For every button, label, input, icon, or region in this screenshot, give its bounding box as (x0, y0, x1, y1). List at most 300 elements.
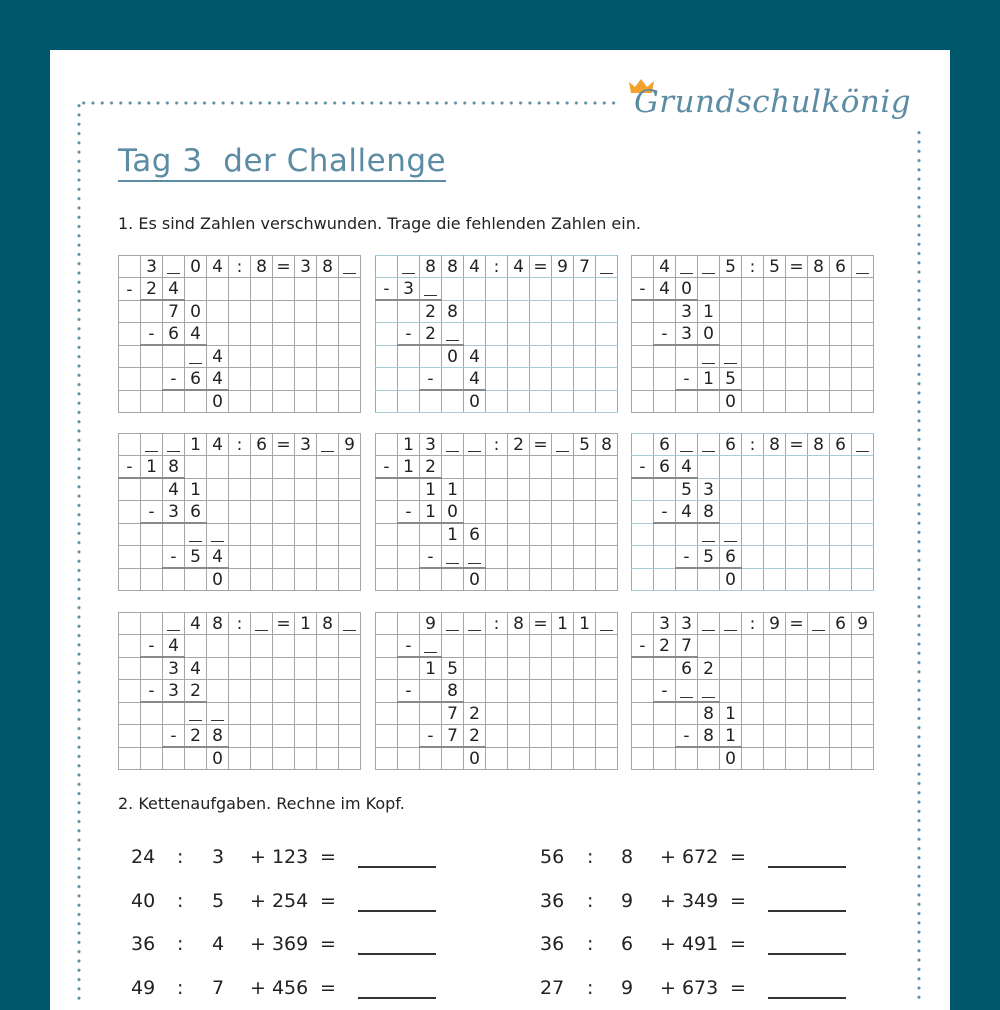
blank-answer-cell[interactable] (339, 613, 361, 635)
grid-cell (632, 256, 654, 278)
grid-cell: 0 (698, 323, 720, 346)
blank-answer-cell[interactable] (442, 546, 464, 569)
chain-eq: = (730, 977, 746, 999)
blank-answer-cell[interactable] (163, 434, 185, 456)
grid-cell (295, 546, 317, 569)
answer-line[interactable] (358, 910, 436, 912)
grid-cell (508, 345, 530, 368)
grid-cell (163, 523, 185, 546)
grid-cell: - (141, 501, 163, 524)
grid-cell (398, 747, 420, 770)
grid-cell (464, 657, 486, 680)
grid-cell (632, 478, 654, 501)
grid-cell (632, 568, 654, 591)
grid-cell (574, 278, 596, 301)
grid-cell (676, 568, 698, 591)
grid-cell (229, 478, 251, 501)
grid-cell: 7 (163, 300, 185, 323)
grid-cell (119, 657, 141, 680)
grid-cell (742, 278, 764, 301)
grid-cell (720, 501, 742, 524)
blank-answer-cell[interactable] (420, 635, 442, 658)
grid-cell (654, 523, 676, 546)
blank-answer-cell[interactable] (398, 256, 420, 278)
grid-cell (339, 657, 361, 680)
blank-answer-cell[interactable] (596, 256, 618, 278)
blank-answer-cell[interactable] (676, 680, 698, 703)
grid-cell (317, 368, 339, 391)
grid-cell: 0 (185, 256, 207, 278)
blank-answer-cell[interactable] (720, 345, 742, 368)
grid-cell (852, 278, 874, 301)
chain-op1: : (177, 846, 184, 868)
grid-cell (574, 702, 596, 725)
grid-cell: 2 (654, 635, 676, 658)
grid-cell (808, 390, 830, 413)
grid-cell (251, 702, 273, 725)
grid-cell: 4 (207, 434, 229, 456)
grid-cell: 2 (508, 434, 530, 456)
grid-cell (508, 702, 530, 725)
grid-cell (251, 300, 273, 323)
grid-cell (552, 456, 574, 479)
chain-a: 36 (540, 890, 565, 912)
grid-cell (786, 390, 808, 413)
division-grid-7 (118, 612, 361, 770)
grid-cell (163, 568, 185, 591)
answer-line[interactable] (358, 866, 436, 868)
grid-cell (486, 546, 508, 569)
grid-cell (508, 568, 530, 591)
grid-cell (742, 680, 764, 703)
chain-op2: + 369 (250, 933, 309, 955)
grid-cell (185, 390, 207, 413)
chain-eq: = (730, 846, 746, 868)
chain-op2: + 123 (250, 846, 309, 868)
grid-cell (317, 702, 339, 725)
grid-cell (530, 702, 552, 725)
chain-b: 9 (621, 977, 634, 999)
grid-cell (742, 501, 764, 524)
blank-answer-cell[interactable] (317, 434, 339, 456)
grid-cell (398, 613, 420, 635)
blank-answer-cell[interactable] (698, 256, 720, 278)
grid-cell (442, 456, 464, 479)
grid-cell: 8 (698, 702, 720, 725)
blank-answer-cell[interactable] (163, 613, 185, 635)
grid-cell (398, 725, 420, 748)
grid-cell (119, 702, 141, 725)
grid-cell (530, 747, 552, 770)
grid-cell (530, 456, 552, 479)
grid-cell (398, 368, 420, 391)
grid-cell (339, 323, 361, 346)
grid-cell: - (632, 635, 654, 658)
grid-row (632, 613, 874, 635)
grid-cell (508, 747, 530, 770)
grid-row (376, 434, 618, 456)
grid-cell (530, 278, 552, 301)
grid-cell (141, 702, 163, 725)
blank-answer-cell[interactable] (442, 323, 464, 346)
grid-cell: 3 (295, 434, 317, 456)
grid-cell (229, 456, 251, 479)
chain-op1: : (177, 977, 184, 999)
grid-cell: : (486, 434, 508, 456)
chain-op1: : (587, 933, 594, 955)
grid-cell (207, 680, 229, 703)
chain-op2: + 491 (660, 933, 719, 955)
grid-cell: 1 (420, 657, 442, 680)
blank-answer-cell[interactable] (676, 434, 698, 456)
answer-line[interactable] (768, 910, 846, 912)
grid-cell (273, 702, 295, 725)
grid-cell: 4 (654, 278, 676, 301)
grid-cell (119, 725, 141, 748)
blank-answer-cell[interactable] (420, 278, 442, 301)
grid-cell (852, 323, 874, 346)
grid-cell: 3 (698, 478, 720, 501)
grid-cell: 2 (420, 456, 442, 479)
grid-cell: 8 (808, 434, 830, 456)
grid-cell: 4 (464, 368, 486, 391)
grid-cell (119, 478, 141, 501)
grid-cell (764, 300, 786, 323)
grid-cell: : (229, 613, 251, 635)
grid-cell: 0 (720, 568, 742, 591)
grid-cell (742, 345, 764, 368)
grid-cell (530, 323, 552, 346)
grid-cell (786, 478, 808, 501)
grid-cell (207, 501, 229, 524)
grid-cell (720, 323, 742, 346)
grid-cell (317, 501, 339, 524)
grid-row (632, 456, 874, 479)
grid-cell: - (420, 725, 442, 748)
blank-answer-cell[interactable] (185, 345, 207, 368)
grid-cell (339, 300, 361, 323)
grid-cell (119, 613, 141, 635)
grid-cell (119, 635, 141, 658)
division-grid-6 (631, 433, 874, 591)
grid-cell (376, 256, 398, 278)
grid-cell (442, 635, 464, 658)
chain-eq: = (730, 890, 746, 912)
grid-cell: 1 (552, 613, 574, 635)
blank-answer-cell[interactable] (698, 345, 720, 368)
grid-cell (464, 635, 486, 658)
grid-cell: 6 (830, 256, 852, 278)
blank-answer-cell[interactable] (207, 702, 229, 725)
grid-cell (398, 345, 420, 368)
grid-cell (273, 478, 295, 501)
grid-cell (574, 635, 596, 658)
grid-cell (654, 546, 676, 569)
answer-line[interactable] (768, 997, 846, 999)
grid-cell (339, 456, 361, 479)
grid-cell: 8 (764, 434, 786, 456)
blank-answer-cell[interactable] (808, 613, 830, 635)
blank-answer-cell[interactable] (464, 546, 486, 569)
grid-row (119, 747, 361, 770)
grid-cell (185, 635, 207, 658)
grid-cell: 8 (420, 256, 442, 278)
grid-cell: 6 (185, 501, 207, 524)
grid-cell (119, 568, 141, 591)
grid-cell (596, 478, 618, 501)
grid-cell (420, 523, 442, 546)
grid-cell (808, 568, 830, 591)
grid-cell (317, 747, 339, 770)
grid-cell (251, 725, 273, 748)
grid-cell (141, 368, 163, 391)
grid-row (376, 546, 618, 569)
blank-answer-cell[interactable] (596, 613, 618, 635)
grid-cell (251, 546, 273, 569)
grid-row (632, 680, 874, 703)
grid-row (119, 456, 361, 479)
grid-cell: - (420, 368, 442, 391)
answer-line[interactable] (358, 997, 436, 999)
grid-cell: 6 (251, 434, 273, 456)
grid-cell (852, 456, 874, 479)
grid-cell (486, 680, 508, 703)
grid-cell: 0 (207, 390, 229, 413)
grid-cell (786, 323, 808, 346)
grid-cell (742, 546, 764, 569)
grid-cell (596, 702, 618, 725)
grid-cell (808, 635, 830, 658)
grid-cell (654, 725, 676, 748)
grid-cell (508, 300, 530, 323)
grid-cell: 9 (552, 256, 574, 278)
grid-cell: 2 (185, 680, 207, 703)
grid-cell (852, 702, 874, 725)
grid-cell (786, 635, 808, 658)
grid-cell (808, 725, 830, 748)
grid-cell (119, 680, 141, 703)
grid-cell: : (229, 434, 251, 456)
grid-cell (596, 568, 618, 591)
grid-cell (830, 657, 852, 680)
blank-answer-cell[interactable] (720, 523, 742, 546)
grid-cell (442, 368, 464, 391)
grid-cell (632, 368, 654, 391)
grid-cell: 6 (185, 368, 207, 391)
grid-row (119, 345, 361, 368)
grid-cell (530, 635, 552, 658)
grid-cell (251, 368, 273, 391)
blank-answer-cell[interactable] (852, 256, 874, 278)
chain-op1: : (177, 933, 184, 955)
grid-cell: 5 (185, 546, 207, 569)
grid-cell (376, 345, 398, 368)
blank-answer-cell[interactable] (676, 256, 698, 278)
grid-cell (676, 747, 698, 770)
blank-answer-cell[interactable] (207, 523, 229, 546)
grid-cell (273, 390, 295, 413)
grid-row (119, 657, 361, 680)
grid-row (119, 702, 361, 725)
grid-cell: 4 (654, 256, 676, 278)
grid-cell: 1 (698, 300, 720, 323)
grid-cell (229, 523, 251, 546)
grid-cell (698, 747, 720, 770)
grid-cell: 8 (698, 501, 720, 524)
grid-cell (317, 278, 339, 301)
answer-line[interactable] (768, 866, 846, 868)
grid-cell (852, 345, 874, 368)
grid-row (632, 323, 874, 346)
blank-answer-cell[interactable] (163, 256, 185, 278)
blank-answer-cell[interactable] (698, 434, 720, 456)
grid-cell: 0 (207, 747, 229, 770)
grid-cell (596, 368, 618, 391)
grid-cell (654, 345, 676, 368)
grid-cell (339, 546, 361, 569)
grid-cell: 1 (398, 456, 420, 479)
grid-cell (574, 345, 596, 368)
blank-answer-cell[interactable] (698, 613, 720, 635)
grid-cell (786, 546, 808, 569)
brand-name: Grundschulkönig (634, 84, 912, 120)
division-grid-4 (118, 433, 361, 591)
blank-answer-cell[interactable] (552, 434, 574, 456)
blank-answer-cell[interactable] (720, 613, 742, 635)
grid-cell: - (163, 725, 185, 748)
grid-cell (273, 568, 295, 591)
grid-row (119, 278, 361, 301)
grid-cell: 7 (442, 725, 464, 748)
grid-cell (632, 747, 654, 770)
grid-cell (530, 501, 552, 524)
grid-cell (317, 523, 339, 546)
grid-cell (764, 546, 786, 569)
grid-cell: = (530, 613, 552, 635)
blank-answer-cell[interactable] (698, 523, 720, 546)
grid-cell (229, 368, 251, 391)
grid-cell: 1 (574, 613, 596, 635)
grid-cell (119, 523, 141, 546)
blank-answer-cell[interactable] (251, 613, 273, 635)
chain-b: 9 (621, 890, 634, 912)
grid-cell (207, 323, 229, 346)
grid-cell (596, 323, 618, 346)
grid-row (376, 702, 618, 725)
blank-answer-cell[interactable] (464, 434, 486, 456)
grid-cell (786, 657, 808, 680)
answer-line[interactable] (358, 953, 436, 955)
grid-cell (852, 546, 874, 569)
grid-cell (141, 725, 163, 748)
grid-cell (376, 434, 398, 456)
grid-cell (251, 278, 273, 301)
grid-cell (808, 702, 830, 725)
grid-cell (742, 725, 764, 748)
grid-cell (273, 300, 295, 323)
grid-cell (376, 568, 398, 591)
grid-row (376, 725, 618, 748)
grid-cell (251, 390, 273, 413)
grid-cell (786, 523, 808, 546)
grid-cell (654, 657, 676, 680)
grid-cell (632, 613, 654, 635)
grid-cell (574, 747, 596, 770)
chain-op2: + 349 (660, 890, 719, 912)
answer-line[interactable] (768, 953, 846, 955)
grid-cell (720, 478, 742, 501)
grid-cell (786, 345, 808, 368)
grid-cell: 1 (442, 478, 464, 501)
grid-cell (339, 368, 361, 391)
grid-cell (552, 523, 574, 546)
grid-cell (163, 702, 185, 725)
blank-answer-cell[interactable] (339, 256, 361, 278)
grid-cell (398, 523, 420, 546)
blank-answer-cell[interactable] (698, 680, 720, 703)
grid-cell (398, 568, 420, 591)
grid-cell (552, 657, 574, 680)
grid-row (376, 256, 618, 278)
grid-cell (698, 456, 720, 479)
grid-cell: 8 (698, 725, 720, 748)
grid-cell (596, 501, 618, 524)
grid-cell (742, 390, 764, 413)
grid-cell (508, 368, 530, 391)
grid-cell: 2 (698, 657, 720, 680)
grid-cell: - (398, 501, 420, 524)
grid-cell: 1 (698, 368, 720, 391)
grid-cell (119, 368, 141, 391)
blank-answer-cell[interactable] (442, 434, 464, 456)
grid-cell (464, 323, 486, 346)
grid-cell: 8 (596, 434, 618, 456)
grid-cell (295, 680, 317, 703)
grid-cell (574, 300, 596, 323)
grid-cell: 0 (464, 747, 486, 770)
blank-answer-cell[interactable] (185, 702, 207, 725)
grid-cell: 6 (163, 323, 185, 346)
grid-cell (486, 300, 508, 323)
grid-cell (420, 568, 442, 591)
grid-cell (552, 635, 574, 658)
blank-answer-cell[interactable] (852, 434, 874, 456)
grid-cell (698, 278, 720, 301)
grid-cell (339, 568, 361, 591)
grid-cell (654, 478, 676, 501)
grid-cell (764, 390, 786, 413)
grid-cell (339, 702, 361, 725)
blank-answer-cell[interactable] (185, 523, 207, 546)
grid-cell (295, 323, 317, 346)
grid-cell (141, 300, 163, 323)
dotted-border-left (77, 101, 81, 1001)
blank-answer-cell[interactable] (141, 434, 163, 456)
grid-cell (207, 478, 229, 501)
grid-cell: = (786, 256, 808, 278)
grid-cell (632, 434, 654, 456)
blank-answer-cell[interactable] (464, 613, 486, 635)
chain-eq: = (320, 977, 336, 999)
grid-cell (141, 546, 163, 569)
grid-cell (552, 501, 574, 524)
grid-cell: - (376, 278, 398, 301)
grid-cell: 6 (720, 546, 742, 569)
grid-cell (251, 456, 273, 479)
blank-answer-cell[interactable] (442, 613, 464, 635)
chain-eq: = (320, 890, 336, 912)
grid-cell (552, 278, 574, 301)
